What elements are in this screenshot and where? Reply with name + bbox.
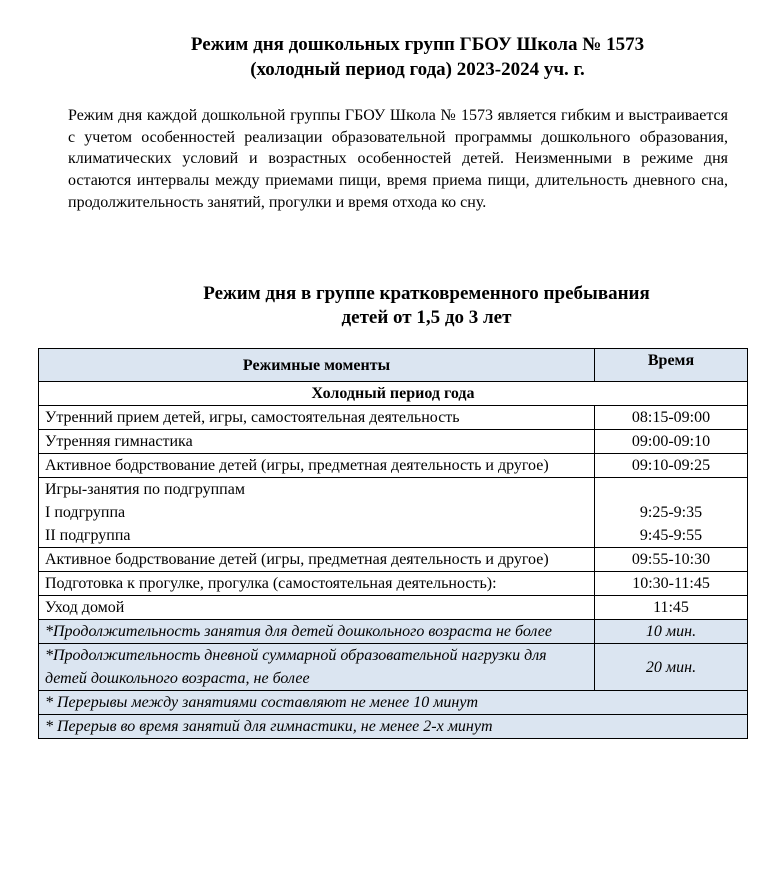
- table-row: [39, 548, 748, 572]
- header-activity: Режимные моменты: [39, 349, 595, 382]
- note-value: 10 мин.: [595, 620, 748, 644]
- subgroup-2-label: II подгруппа: [45, 527, 131, 544]
- activity-cell: Утренний прием детей, игры, самостоятельная деятельность: [39, 406, 595, 430]
- table-header-row: [39, 349, 748, 382]
- title-line-1: Режим дня дошкольных групп ГБОУ Школа № 1573: [190, 34, 645, 55]
- table-row: [39, 406, 748, 430]
- note-text: *Продолжительность дневной суммарной образовательной нагрузки для детей дошкольного возраста, не более: [39, 644, 595, 691]
- subtitle-line-2: детей от 1,5 до 3 лет: [341, 307, 512, 328]
- footnote-text: * Перерывы между занятиями составляют не менее 10 минут: [39, 691, 748, 715]
- time-cell: 11:45: [595, 596, 748, 620]
- subgroup-1-label: I подгруппа: [45, 504, 126, 521]
- intro-paragraph: Режим дня каждой дошкольной группы ГБОУ Школа № 1573 является гибким и выстраивается с учетом особенностей реализации образовательной программы дошкольного образования, климатических условий и возрастных особенностей детей. Неизменными в режиме дня остаются интервалы между приемами пищи, время приема пищи, длительность дневного сна, продолжительность занятий, прогулки и время отхода ко сну.: [68, 107, 728, 211]
- time-cell: 09:00-09:10: [595, 430, 748, 454]
- activity-cell: Утренняя гимнастика: [39, 430, 595, 454]
- subgroup-1-time: 9:25-9:35: [639, 504, 703, 521]
- time-cell: 08:15-09:00: [595, 406, 748, 430]
- period-label: Холодный период года: [39, 382, 748, 406]
- schedule-table: [38, 348, 748, 739]
- note-text: *Продолжительность занятия для детей дошкольного возраста не более: [39, 620, 595, 644]
- table-row: [39, 430, 748, 454]
- activity-cell: Уход домой: [39, 596, 595, 620]
- title-line-2: (холодный период года) 2023-2024 уч. г.: [250, 59, 585, 80]
- footnote-text: * Перерыв во время занятий для гимнастики, не менее 2-х минут: [39, 715, 748, 739]
- footnote-row: [39, 691, 748, 715]
- period-row: [39, 382, 748, 406]
- time-cell: 09:55-10:30: [595, 548, 748, 572]
- table-row: [39, 596, 748, 620]
- activity-cell: Активное бодрствование детей (игры, предметная деятельность и другое): [39, 454, 595, 478]
- activity-cell: Подготовка к прогулке, прогулка (самостоятельная деятельность):: [39, 572, 595, 596]
- activity-cell: Активное бодрствование детей (игры, предметная деятельность и другое): [39, 548, 595, 572]
- subgroup-2-time: 9:45-9:55: [639, 527, 703, 544]
- footnote-row: [39, 715, 748, 739]
- schedule-subtitle: [0, 282, 779, 330]
- note-row: [39, 644, 748, 691]
- subtitle-line-1: Режим дня в группе кратковременного пребывания: [203, 283, 650, 304]
- note-row: [39, 620, 748, 644]
- subgroups-heading: Игры-занятия по подгруппам: [45, 481, 245, 498]
- time-cell: 10:30-11:45: [595, 572, 748, 596]
- document-title: [0, 32, 779, 82]
- table-row: [39, 454, 748, 478]
- table-row: [39, 572, 748, 596]
- note-value: 20 мин.: [595, 644, 748, 691]
- time-cell: 09:10-09:25: [595, 454, 748, 478]
- subgroups-time-cell: [595, 478, 748, 548]
- subgroups-row: [39, 478, 748, 548]
- header-time: Время: [595, 349, 748, 382]
- subgroups-activity-cell: [39, 478, 595, 548]
